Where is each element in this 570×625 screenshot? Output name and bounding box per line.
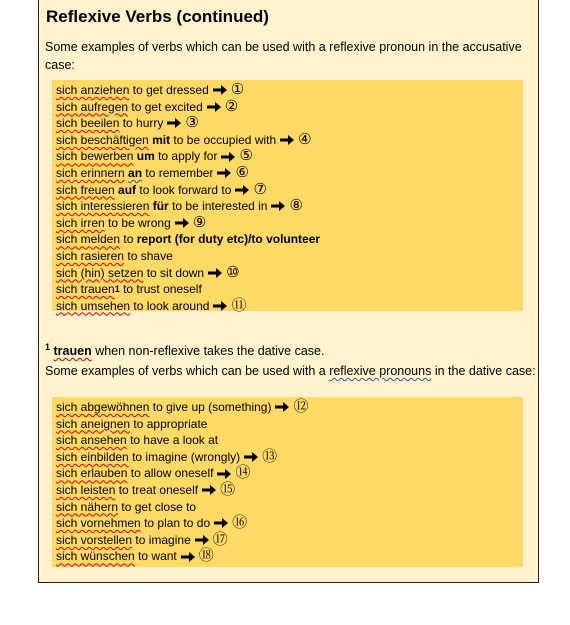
verb-phrase: sich erlauben: [56, 466, 128, 481]
meaning: to get dressed: [132, 83, 209, 97]
meaning: to appropriate: [133, 416, 208, 431]
reference-number: ①: [230, 81, 245, 98]
verb-phrase: sich vornehmen: [56, 516, 141, 531]
arrow-right-icon: [235, 182, 249, 198]
meaning: to trust oneself: [123, 282, 202, 297]
reference-number: ⑥: [235, 163, 249, 181]
verb-phrase: sich abgewöhnen: [56, 400, 150, 414]
arrow-right-icon: [217, 466, 231, 482]
verb-phrase: sich aneignen: [56, 416, 131, 431]
verb-phrase: sich nähern: [56, 499, 119, 514]
dative-intro-text: [45, 363, 536, 379]
verb-phrase: sich interessieren: [56, 199, 150, 214]
verb-phrase: sich umsehen: [56, 298, 131, 313]
reference-number: ⑧: [289, 197, 303, 215]
meaning-bold: report (for duty etc)/to volunteer: [136, 232, 321, 247]
meaning: to shave: [127, 248, 173, 263]
accusative-verb-row: [56, 215, 523, 232]
meaning: to want: [138, 549, 177, 564]
arrow-right-icon: [213, 298, 227, 314]
reference-number: ⑬: [262, 447, 278, 465]
dative-verb-row: [56, 416, 523, 433]
meaning: to get close to: [121, 499, 197, 514]
dative-verb-row: [56, 432, 523, 449]
arrow-right-icon: [244, 449, 258, 465]
accusative-verb-row: [56, 99, 523, 116]
preposition: mit: [152, 132, 171, 147]
accusative-verb-row: [56, 231, 523, 248]
dative-verb-row: [56, 548, 523, 565]
accusative-verb-row: [56, 248, 523, 265]
verb-phrase: sich (hin) setzen: [56, 265, 144, 280]
accusative-verb-row: [56, 132, 523, 149]
dative-verb-row: [56, 449, 523, 466]
arrow-right-icon: [202, 482, 216, 498]
dative-verb-row: [56, 499, 523, 516]
verb-phrase: sich leisten: [56, 482, 116, 497]
verb-phrase: sich bewerben: [56, 149, 134, 164]
verb-phrase: sich erinnern: [56, 165, 125, 180]
dative-verb-row: [56, 465, 523, 482]
reference-number: ⑰: [212, 530, 228, 548]
reference-number: ⑪: [231, 296, 247, 314]
meaning: to hurry: [122, 116, 164, 131]
dative-verb-row: [56, 482, 523, 499]
accusative-verb-row: [56, 265, 523, 282]
reference-number: ⑭: [235, 464, 251, 482]
reference-number: ④: [298, 130, 312, 148]
accusative-verb-row: [56, 298, 523, 315]
arrow-right-icon: [217, 165, 231, 181]
reference-number: ⑩: [226, 263, 240, 281]
arrow-right-icon: [271, 198, 285, 214]
dative-verb-list: [52, 397, 523, 567]
footnote: [45, 339, 324, 359]
meaning: to give up (something): [152, 400, 272, 414]
meaning: to imagine: [135, 532, 191, 547]
footnote-mark: 1: [45, 342, 51, 352]
meaning: to look forward to: [139, 182, 232, 197]
meaning: to look around: [133, 298, 210, 313]
arrow-right-icon: [280, 132, 294, 148]
reference-number: ⑨: [192, 213, 207, 231]
arrow-right-icon: [181, 549, 195, 565]
verb-phrase: sich trauen: [56, 282, 115, 297]
accusative-verb-row: [56, 281, 523, 298]
arrow-right-icon: [275, 399, 289, 415]
arrow-right-icon: [208, 265, 222, 281]
verb-phrase: sich wünschen: [56, 549, 135, 564]
reference-number: ③: [185, 114, 199, 132]
footnote-text: when non-reflexive takes the dative case.: [95, 344, 325, 359]
reference-number: ⑮: [220, 480, 236, 498]
arrow-right-icon: [195, 532, 209, 548]
accusative-verb-row: [56, 182, 523, 199]
preposition: um: [136, 149, 155, 164]
meaning: to be wrong: [108, 215, 171, 230]
accusative-verb-row: [56, 148, 523, 165]
meaning: to sit down: [146, 265, 205, 280]
arrow-right-icon: [213, 82, 227, 98]
verb-phrase: sich beschäftigen: [56, 132, 149, 147]
arrow-right-icon: [221, 149, 235, 165]
verb-phrase: sich vorstellen: [56, 532, 133, 547]
accusative-verb-row: [56, 82, 523, 99]
reference-number: ②: [224, 97, 239, 115]
meaning: to be interested in: [172, 199, 268, 214]
dative-intro-link: reflexive pronouns: [329, 364, 432, 378]
footnote-ref: 1: [114, 284, 120, 295]
verb-phrase: sich freuen: [56, 182, 115, 197]
arrow-right-icon: [167, 115, 181, 131]
meaning: to remember: [145, 165, 214, 180]
accusative-verb-list: [52, 80, 523, 314]
dative-intro-before: Some examples of verbs which can be used with a: [45, 364, 326, 378]
accusative-verb-row: [56, 165, 523, 182]
verb-phrase: sich einbilden: [56, 449, 129, 464]
accusative-verb-row: [56, 198, 523, 215]
reference-number: ⑫: [293, 398, 309, 415]
verb-phrase: sich melden: [56, 232, 121, 247]
reference-number: ⑤: [239, 147, 253, 165]
reference-number: ⑯: [232, 514, 248, 532]
meaning: to apply for: [158, 149, 218, 164]
verb-phrase: sich anziehen: [56, 83, 130, 97]
footnote-word: trauen: [53, 344, 92, 359]
dative-verb-row: [56, 399, 523, 416]
preposition: für: [152, 199, 169, 214]
meaning: to treat oneself: [118, 482, 199, 497]
preposition: auf: [118, 182, 137, 197]
meaning: to allow oneself: [130, 466, 214, 481]
meaning: to imagine (wrongly): [132, 449, 241, 464]
arrow-right-icon: [214, 515, 228, 531]
arrow-right-icon: [175, 215, 189, 231]
reference-number: ⑦: [253, 180, 267, 198]
arrow-right-icon: [207, 99, 221, 115]
page-title: Reflexive Verbs (continued): [46, 7, 269, 26]
verb-phrase: sich aufregen: [56, 99, 129, 114]
meaning: to get excited: [131, 99, 203, 114]
meaning: to have a look at: [130, 433, 219, 448]
dative-verb-row: [56, 532, 523, 549]
verb-phrase: sich rasieren: [56, 248, 125, 263]
dative-intro-after: in the dative case:: [434, 364, 536, 378]
preposition: an: [128, 165, 143, 180]
dative-verb-row: [56, 515, 523, 532]
verb-phrase: sich irren: [56, 215, 105, 230]
meaning: to be occupied with: [173, 132, 277, 147]
reference-number: ⑱: [198, 547, 214, 565]
accusative-verb-row: [56, 115, 523, 132]
meaning: to plan to do: [144, 516, 211, 531]
verb-phrase: sich ansehen: [56, 433, 127, 448]
intro-text: Some examples of verbs which can be used with a reflexive pronoun in the accusative case:: [45, 40, 522, 72]
document-page: [38, 0, 539, 583]
verb-phrase: sich beeilen: [56, 116, 120, 131]
meaning: to: [123, 232, 134, 247]
